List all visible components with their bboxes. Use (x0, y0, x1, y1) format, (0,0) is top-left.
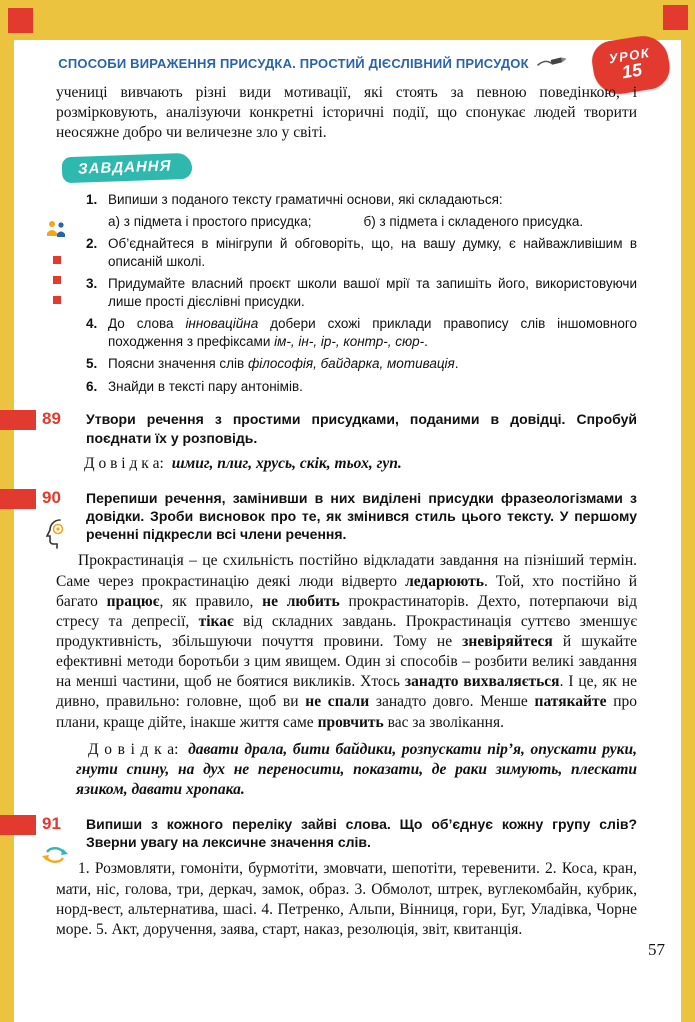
task-text: До слова інноваційна добери схожі приклади правопису слів іншомовного походження з префіксами ім-, ін-, ір-, контр-, сюр-. (108, 316, 638, 349)
task-1-subitems (108, 214, 637, 229)
corner-square-right (663, 5, 688, 30)
exercise-91-text: 1. Розмовляти, гомоніти, бурмотіти, змовчати, шепотіти, теревенити. 2. Коса, кран, мати, ніс, голова, три, деркач, замок, образ. 3. Обмолот, штрек, вуглекомбайн, кубрик, норд-вест, альтернатива, шасі. 4. Петренко, Альпи, Вінниця, гори, Буг, Уладівка, Чорне море. 5. Акт, доручення, заява, старт, наказ, резолюція, звіт, квитанція. (56, 860, 637, 938)
dovidka-90 (76, 740, 637, 800)
task-item-2 (86, 235, 637, 270)
task-subitem-a: а) з підмета і простого присудка; (108, 213, 312, 229)
dovidka-words: шмиг, плиг, хрусь, скік, тьох, гуп. (171, 454, 402, 472)
red-square-marker (53, 296, 61, 304)
pencil-icon (537, 54, 567, 73)
red-square-marker (53, 256, 61, 264)
task-text: Об’єднайтеся в мінігрупи й обговоріть, що, на вашу думку, є найважливішим в описаній школі. (108, 235, 637, 269)
page-content (14, 40, 681, 940)
dovidka-89 (84, 454, 637, 474)
task-number: 4. (86, 316, 98, 332)
exercise-91-header (14, 814, 681, 851)
tasks-label: ЗАВДАННЯ (62, 153, 192, 184)
task-text: Знайди в тексті пару антонімів. (108, 378, 303, 394)
task-subitem-b: б) з підмета і складеного присудка. (363, 213, 584, 229)
dovidka-label: Д о в і д к а: (88, 740, 179, 758)
red-square-marker (53, 276, 61, 284)
task-text: Поясни значення слів філософія, байдарка, мотивація. (108, 356, 459, 372)
exercise-number: 91 (42, 814, 61, 834)
task-number: 5. (86, 356, 98, 372)
frame-left (0, 0, 14, 1022)
tasks-list (86, 191, 637, 395)
exercise-marker-bar (0, 815, 36, 835)
chapter-title: СПОСОБИ ВИРАЖЕННЯ ПРИСУДКА. ПРОСТИЙ ДІЄСЛІВНИЙ ПРИСУДОК (58, 56, 529, 71)
thinking-head-icon (40, 518, 70, 555)
exercise-marker-bar (0, 410, 36, 430)
group-people-icon (44, 219, 70, 244)
exercise-90-header (14, 488, 681, 544)
exercise-89-header (14, 409, 681, 446)
exercise-91 (14, 814, 681, 940)
exercise-90-text: Прокрастинація – це схильність постійно відкладати завдання на пізніший термін. Саме через прокрастинацію деякі люди відверто ледарюють. Той, хто постійно й багато працює, як правило, не любить прокрастинаторів. Дехто, потерпаючи від стресу та депресії, тікає від складних завдань. Прокрастинація суттєво зменшує продуктивність, збільшуючи почуття провини. Тому не зневіряйтеся й шукайте ефективні методи боротьби з цим явищем. Один зі способів – розбити великі завдання на менші частини, щоб не боятися викликів. Хтось занадто вихваляється. І це, як не дивно, правильно: головне, щоб ви не спали занадто довго. Менше патякайте про плани, краще дійте, інакше життя саме провчить вас за зволікання. (56, 552, 638, 731)
frame-right (681, 0, 695, 1022)
page-number: 57 (648, 940, 665, 959)
cycle-arrows-icon (40, 842, 70, 873)
task-item-3 (86, 275, 637, 310)
margin-decorations (44, 219, 70, 304)
corner-square-left (8, 8, 33, 33)
task-item-5 (86, 355, 637, 373)
exercise-marker-bar (0, 489, 36, 509)
task-text: Придумайте власний проєкт школи вашої мрії та запишіть його, використовуючи лише прості дієслівні присудки. (108, 276, 637, 309)
exercise-number: 90 (42, 487, 61, 507)
task-number: 2. (86, 235, 98, 251)
task-item-6 (86, 378, 637, 396)
task-number: 6. (86, 378, 98, 394)
task-number: 3. (86, 276, 98, 292)
task-item-4 (86, 315, 637, 350)
exercise-90 (14, 488, 681, 800)
dovidka-label: Д о в і д к а: (84, 454, 164, 472)
chapter-header (44, 54, 581, 73)
dovidka-words: давати драла, бити байдики, розпускати пір’я, опускати руки, гнути спину, на дух не переносити, показати, де раки зимують, плескати язиком, давати хропака. (76, 740, 637, 798)
frame-top (0, 0, 695, 40)
exercise-number: 89 (42, 409, 61, 429)
exercise-instruction: Перепиши речення, замінивши в них виділені присудки фразеологізмами з довідки. Зроби висновок про те, як змінився стиль цього тексту. У першому реченні підкресли всі члени речення. (86, 489, 637, 543)
task-text: Випиши з поданого тексту граматичні основи, які складаються: (108, 192, 503, 208)
tasks-label-row (14, 143, 681, 181)
task-item-1 (86, 191, 637, 209)
exercise-instruction: Утвори речення з простими присудками, поданими в довідці. Спробуй поєднати їх у розповідь. (86, 411, 637, 446)
task-number: 1. (86, 192, 98, 208)
exercise-89 (14, 409, 681, 474)
lesson-badge-number: 15 (620, 59, 644, 83)
exercise-instruction: Випиши з кожного переліку зайві слова. Що об’єднує кожну групу слів? Зверни увагу на лексичне значення слів. (86, 816, 637, 851)
intro-paragraph: учениці вивчають різні види мотивації, які стоять за певною поведінкою, і розмірковують, аналізуючи конкретні історичні події, що спонукає людей творити неосяжне добро чи величезне зло у світі. (56, 84, 637, 142)
lesson-badge-label: УРОК (607, 44, 652, 67)
